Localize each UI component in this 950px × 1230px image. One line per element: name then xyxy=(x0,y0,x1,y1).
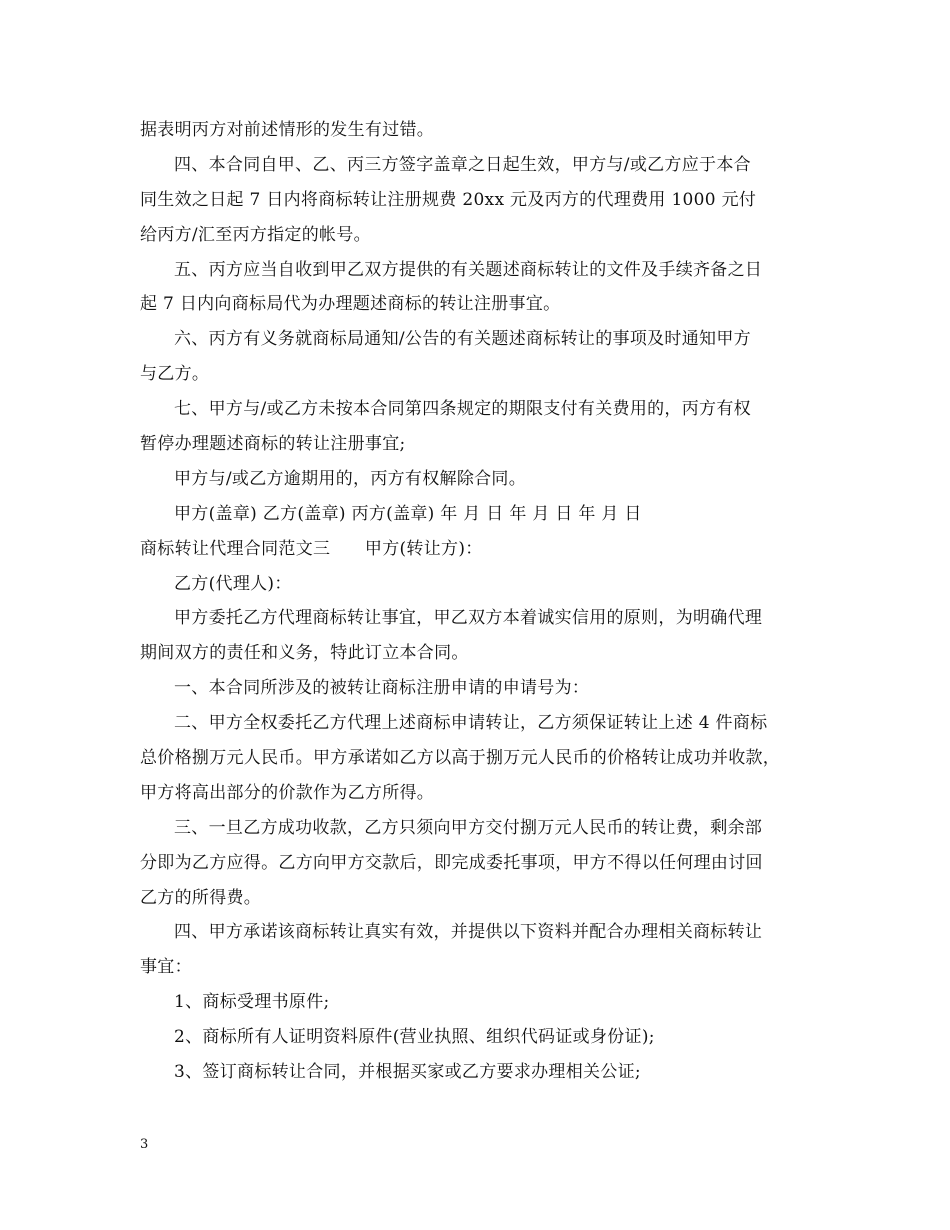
text-line: 一、本合同所涉及的被转让商标注册申请的申请号为： xyxy=(174,678,590,699)
text-line: 给丙方/汇至丙方指定的帐号。 xyxy=(140,224,371,245)
text-line: 七、甲方与/或乙方未按本合同第四条规定的期限支付有关费用的，丙方有权 xyxy=(174,399,751,420)
text-line: 事宜： xyxy=(140,957,192,978)
text-line: 总价格捌万元人民币。甲方承诺如乙方以高于捌万元人民币的价格转让成功并收款， xyxy=(140,748,781,769)
text-line: 甲方将高出部分的价款作为乙方所得。 xyxy=(140,782,435,803)
text-line: 六、丙方有义务就商标局通知/公告的有关题述商标转让的事项及时通知甲方 xyxy=(174,329,751,350)
text-line: 四、甲方承诺该商标转让真实有效，并提供以下资料并配合办理相关商标转让 xyxy=(174,922,763,943)
text-line: 四、本合同自甲、乙、丙三方签字盖章之日起生效，甲方与/或乙方应于本合 xyxy=(174,154,751,175)
text-line: 五、丙方应当自收到甲乙双方提供的有关题述商标转让的文件及手续齐备之日 xyxy=(174,259,763,280)
text-line: 3、签订商标转让合同，并根据买家或乙方要求办理相关公证; xyxy=(174,1062,641,1083)
text-line: 分即为乙方应得。乙方向甲方交款后，即完成委托事项，甲方不得以任何理由讨回 xyxy=(140,852,763,873)
text-line: 1、商标受理书原件; xyxy=(174,992,330,1013)
text-line: 起 7 日内向商标局代为办理题述商标的转让注册事宜。 xyxy=(140,294,561,315)
text-line: 商标转让代理合同范文三 甲方(转让方)： xyxy=(140,538,483,559)
text-line: 三、一旦乙方成功收款，乙方只须向甲方交付捌万元人民币的转让费，剩余部 xyxy=(174,817,763,838)
text-line: 与乙方。 xyxy=(140,364,210,385)
text-line: 甲方委托乙方代理商标转让事宜，甲乙双方本着诚实信用的原则，为明确代理 xyxy=(174,608,763,629)
page-number: 3 xyxy=(140,1137,149,1152)
text-line: 二、甲方全权委托乙方代理上述商标申请转让，乙方须保证转让上述 4 件商标 xyxy=(174,713,768,734)
text-line: 乙方(代理人)： xyxy=(174,573,292,594)
text-line: 暂停办理题述商标的转让注册事宜; xyxy=(140,434,406,455)
text-line: 2、商标所有人证明资料原件(营业执照、组织代码证或身份证); xyxy=(174,1027,655,1048)
text-line: 甲方与/或乙方逾期用的，丙方有权解除合同。 xyxy=(174,468,527,489)
text-line: 据表明丙方对前述情形的发生有过错。 xyxy=(140,120,435,140)
text-line: 甲方(盖章) 乙方(盖章) 丙方(盖章) 年 月 日 年 月 日 年 月 日 xyxy=(174,503,642,524)
text-line: 乙方的所得费。 xyxy=(140,887,262,908)
text-line: 同生效之日起 7 日内将商标转让注册规费 20xx 元及丙方的代理费用 1000 元付 xyxy=(140,189,757,210)
document-body xyxy=(140,113,812,1090)
text-line: 期间双方的责任和义务，特此订立本合同。 xyxy=(140,643,469,664)
